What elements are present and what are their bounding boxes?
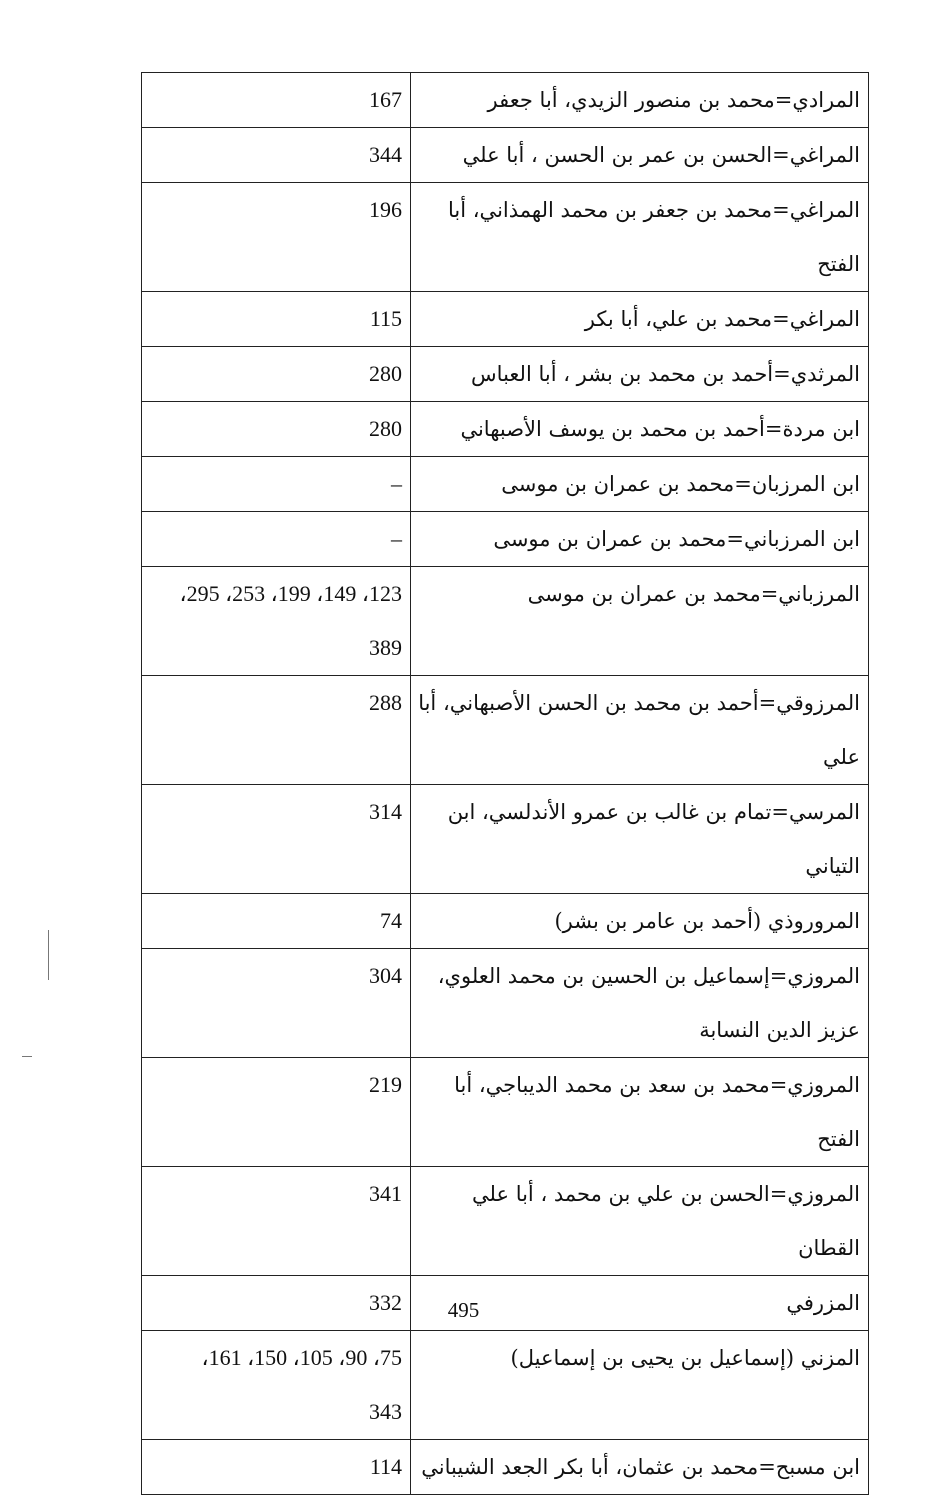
index-row [142,512,869,567]
page-ref-line: 280 [369,361,402,386]
index-row [142,567,869,676]
index-row [142,128,869,183]
margin-pencil-mark [48,930,61,980]
index-row [142,347,869,402]
index-row [142,1440,869,1495]
page-ref-line: 314 [369,799,402,824]
page-ref-line: 219 [369,1072,402,1097]
page-ref-line: 167 [369,87,402,112]
entry-name-cell: المرزوقي=أحمد بن محمد بن الحسن الأصبهاني، أبا علي [411,676,869,785]
page-ref-line: – [391,526,402,551]
page-ref-line: 114 [369,1454,402,1479]
entry-name-cell: ابن المرزبان=محمد بن عمران بن موسى [411,457,869,512]
page-refs-cell [142,949,411,1058]
page-number: 495 [447,1298,480,1322]
page-refs-cell [142,1058,411,1167]
page-refs-cell [142,894,411,949]
entry-name-cell: ابن مسبح=محمد بن عثمان، أبا بكر الجعد الشيباني [411,1440,869,1495]
page-refs-cell [142,292,411,347]
page-refs-cell [142,1331,411,1440]
page-ref-line: 288 [369,690,402,715]
page-refs-cell [142,567,411,676]
page-ref-line: 389 [369,635,402,660]
page-ref-line: 196 [369,197,402,222]
entry-name-cell: المرسي=تمام بن غالب بن عمرو الأندلسي، ابن التياني [411,785,869,894]
page-ref-line: – [391,471,402,496]
index-row [142,785,869,894]
index-row [142,949,869,1058]
page-refs-cell [142,785,411,894]
index-row [142,457,869,512]
index-row [142,1331,869,1440]
page-ref-line: 343 [369,1399,402,1424]
page-refs-cell [142,457,411,512]
entry-name-cell: المرادي=محمد بن منصور الزيدي، أبا جعفر [411,73,869,128]
page-ref-line: 74 [380,908,402,933]
index-row [142,183,869,292]
entry-name-cell: المراغي=محمد بن علي، أبا بكر [411,292,869,347]
entry-name-cell: المرزباني=محمد بن عمران بن موسى [411,567,869,676]
page-refs-cell [142,73,411,128]
page-refs-cell [142,676,411,785]
page-refs-cell [142,402,411,457]
page-ref-line: 332 [369,1290,402,1315]
page-refs-cell [142,512,411,567]
index-row [142,1058,869,1167]
page-refs-cell [142,183,411,292]
page-refs-cell [142,128,411,183]
margin-dash-mark [22,1056,32,1057]
index-row [142,894,869,949]
page-ref-line: ،161 ،150 ،105 ،90 ،75 [201,1345,402,1370]
entry-name-cell: المروزي=محمد بن سعد بن محمد الديباجي، أبا الفتح [411,1058,869,1167]
entry-name-cell: المراغي=الحسن بن عمر بن الحسن ، أبا علي [411,128,869,183]
entry-name-cell: ابن مردة=أحمد بن محمد بن يوسف الأصبهاني [411,402,869,457]
index-row [142,1167,869,1276]
index-table-body [142,73,869,1495]
entry-name-cell: المروروذي (أحمد بن عامر بن بشر) [411,894,869,949]
index-row [142,402,869,457]
page-refs-cell [142,1440,411,1495]
index-table [141,72,869,1495]
index-row [142,292,869,347]
entry-name-cell: ابن المرزباني=محمد بن عمران بن موسى [411,512,869,567]
page-ref-line: 115 [369,306,402,331]
page-ref-line: 344 [369,142,402,167]
entry-name-cell: المروزي=إسماعيل بن الحسين بن محمد العلوي، عزيز الدين النسابة [411,949,869,1058]
page-ref-line: 341 [369,1181,402,1206]
entry-name-cell: المروزي=الحسن بن علي بن محمد ، أبا علي القطان [411,1167,869,1276]
page-refs-cell [142,347,411,402]
page-ref-line: 280 [369,416,402,441]
index-row [142,73,869,128]
index-row [142,676,869,785]
page-ref-line: ،295 ،253 ،199 ،149 ،123 [179,581,402,606]
entry-name-cell: المرثدي=أحمد بن محمد بن بشر ، أبا العباس [411,347,869,402]
page-ref-line: 304 [369,963,402,988]
entry-name-cell: المراغي=محمد بن جعفر بن محمد الهمذاني، أبا الفتح [411,183,869,292]
entry-name-cell: المزني (إسماعيل بن يحيى بن إسماعيل) [411,1331,869,1440]
page-refs-cell [142,1167,411,1276]
entry-name-cell: المزرفي [411,1276,869,1331]
